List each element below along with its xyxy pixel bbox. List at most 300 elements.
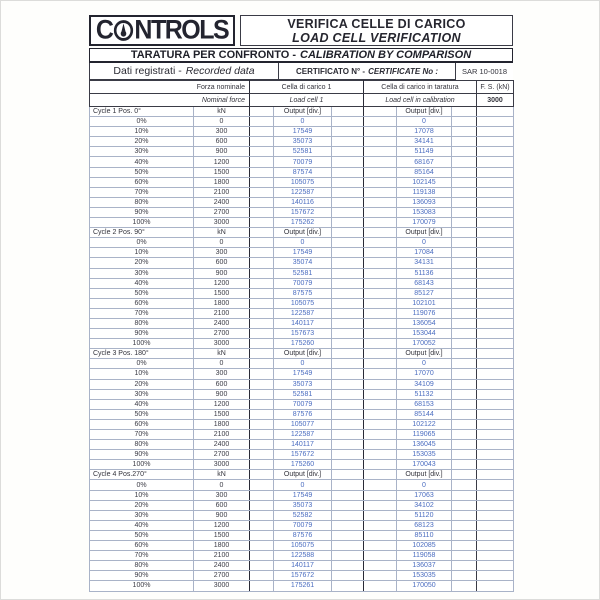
- spacer-cell: [250, 278, 274, 288]
- calibration-banner: [89, 48, 513, 63]
- spacer-cell: [250, 460, 274, 470]
- spacer-cell: [477, 167, 514, 177]
- force-kn: 2700: [194, 329, 250, 339]
- load-percent: 80%: [90, 561, 194, 571]
- spacer-cell: [452, 359, 477, 369]
- data-row: [90, 218, 514, 228]
- data-row: [90, 127, 514, 137]
- force-kn: 2400: [194, 318, 250, 328]
- force-kn: 1800: [194, 177, 250, 187]
- force-kn: 1200: [194, 278, 250, 288]
- cycle-header-row: [90, 228, 514, 238]
- force-kn: 1500: [194, 288, 250, 298]
- calibration-table: [89, 80, 514, 592]
- spacer-cell: [332, 177, 364, 187]
- spacer-cell: [250, 510, 274, 520]
- reference-output-value: 122587: [274, 430, 332, 440]
- spacer-cell: [452, 430, 477, 440]
- spacer-cell: [250, 490, 274, 500]
- calibrated-output-value: 0: [397, 238, 452, 248]
- calibrated-output-value: 102145: [397, 177, 452, 187]
- spacer-cell: [477, 369, 514, 379]
- spacer-cell: [332, 107, 364, 117]
- spacer-cell: [364, 218, 397, 228]
- spacer-cell: [477, 480, 514, 490]
- spacer-cell: [250, 339, 274, 349]
- output-div-label: Output [div.]: [274, 107, 332, 117]
- force-kn: 0: [194, 238, 250, 248]
- spacer-cell: [332, 581, 364, 591]
- force-kn: 1800: [194, 419, 250, 429]
- load-percent: 10%: [90, 248, 194, 258]
- calibrated-output-value: 51149: [397, 147, 452, 157]
- banner-italian: TARATURA PER CONFRONTO -: [130, 49, 297, 61]
- load-percent: 60%: [90, 298, 194, 308]
- spacer-cell: [477, 450, 514, 460]
- reference-output-value: 175262: [274, 218, 332, 228]
- spacer-cell: [452, 389, 477, 399]
- spacer-cell: [250, 369, 274, 379]
- load-percent: 60%: [90, 419, 194, 429]
- force-kn: 2700: [194, 571, 250, 581]
- data-row: [90, 268, 514, 278]
- calibrated-output-value: 51120: [397, 510, 452, 520]
- data-row: [90, 278, 514, 288]
- spacer-cell: [452, 369, 477, 379]
- reference-output-value: 0: [274, 238, 332, 248]
- force-kn: 3000: [194, 460, 250, 470]
- calibrated-output-value: 51136: [397, 268, 452, 278]
- spacer-cell: [250, 409, 274, 419]
- spacer-cell: [477, 551, 514, 561]
- spacer-cell: [332, 308, 364, 318]
- spacer-cell: [250, 571, 274, 581]
- load-percent: 0%: [90, 238, 194, 248]
- reference-output-value: 122587: [274, 308, 332, 318]
- spacer-cell: [477, 268, 514, 278]
- calibrated-output-value: 0: [397, 117, 452, 127]
- spacer-cell: [477, 248, 514, 258]
- load-percent: 30%: [90, 268, 194, 278]
- spacer-cell: [332, 187, 364, 197]
- spacer-cell: [452, 167, 477, 177]
- force-kn: 900: [194, 389, 250, 399]
- spacer-cell: [452, 561, 477, 571]
- spacer-cell: [250, 520, 274, 530]
- spacer-cell: [364, 480, 397, 490]
- spacer-cell: [477, 520, 514, 530]
- cycle-header-row: [90, 107, 514, 117]
- spacer-cell: [477, 238, 514, 248]
- force-kn: 2100: [194, 187, 250, 197]
- output-div-label: Output [div.]: [274, 228, 332, 238]
- spacer-cell: [364, 339, 397, 349]
- fs-header-label: F. S. (kN): [477, 81, 514, 94]
- cycle-title: Cycle 3 Pos. 180°: [90, 349, 194, 359]
- spacer-cell: [364, 167, 397, 177]
- force-kn: 1500: [194, 409, 250, 419]
- spacer-cell: [250, 349, 274, 359]
- calibrated-output-value: 119058: [397, 551, 452, 561]
- certificate-document: [89, 15, 513, 592]
- spacer-cell: [250, 167, 274, 177]
- spacer-cell: [364, 409, 397, 419]
- calibrated-output-value: 17084: [397, 248, 452, 258]
- spacer-cell: [477, 541, 514, 551]
- data-row: [90, 551, 514, 561]
- spacer-cell: [332, 167, 364, 177]
- calibrated-output-value: 17078: [397, 127, 452, 137]
- force-kn: 2400: [194, 561, 250, 571]
- calibrated-output-value: 136037: [397, 561, 452, 571]
- force-kn: 0: [194, 480, 250, 490]
- spacer-cell: [250, 228, 274, 238]
- calibrated-output-value: 119076: [397, 308, 452, 318]
- spacer-cell: [250, 218, 274, 228]
- data-row: [90, 318, 514, 328]
- spacer-cell: [364, 207, 397, 217]
- data-row: [90, 238, 514, 248]
- reference-output-value: 140117: [274, 318, 332, 328]
- load-percent: 20%: [90, 258, 194, 268]
- spacer-cell: [332, 460, 364, 470]
- spacer-cell: [477, 510, 514, 520]
- spacer-cell: [250, 561, 274, 571]
- spacer-cell: [250, 308, 274, 318]
- spacer-cell: [452, 107, 477, 117]
- spacer-cell: [332, 137, 364, 147]
- force-kn: 1200: [194, 520, 250, 530]
- spacer-cell: [477, 581, 514, 591]
- unit-label: kN: [194, 228, 250, 238]
- spacer-cell: [250, 500, 274, 510]
- load-percent: 100%: [90, 339, 194, 349]
- calibrated-output-value: 0: [397, 359, 452, 369]
- load-percent: 80%: [90, 440, 194, 450]
- spacer-cell: [477, 379, 514, 389]
- data-row: [90, 329, 514, 339]
- gauge-dial-icon: [113, 19, 134, 42]
- spacer-cell: [364, 147, 397, 157]
- spacer-cell: [250, 541, 274, 551]
- spacer-cell: [250, 430, 274, 440]
- data-row: [90, 430, 514, 440]
- reference-output-value: 52581: [274, 147, 332, 157]
- spacer-cell: [452, 460, 477, 470]
- spacer-cell: [364, 530, 397, 540]
- unit-label: kN: [194, 470, 250, 480]
- force-kn: 3000: [194, 339, 250, 349]
- calibrated-output-value: 119138: [397, 187, 452, 197]
- output-div-label: Output [div.]: [397, 470, 452, 480]
- spacer-cell: [250, 197, 274, 207]
- reference-output-value: 140116: [274, 197, 332, 207]
- spacer-cell: [250, 298, 274, 308]
- spacer-cell: [452, 157, 477, 167]
- spacer-cell: [332, 520, 364, 530]
- data-row: [90, 167, 514, 177]
- calibration-table-body: [90, 107, 514, 592]
- spacer-cell: [452, 187, 477, 197]
- calibrated-output-value: 85144: [397, 409, 452, 419]
- reference-output-value: 157673: [274, 329, 332, 339]
- load-percent: 50%: [90, 288, 194, 298]
- fs-value: 3000: [477, 94, 514, 107]
- spacer-cell: [364, 258, 397, 268]
- spacer-cell: [332, 389, 364, 399]
- load-percent: 70%: [90, 430, 194, 440]
- data-row: [90, 440, 514, 450]
- spacer-cell: [452, 339, 477, 349]
- reference-output-value: 0: [274, 117, 332, 127]
- spacer-cell: [477, 177, 514, 187]
- data-row: [90, 450, 514, 460]
- spacer-cell: [364, 399, 397, 409]
- load-percent: 30%: [90, 510, 194, 520]
- data-row: [90, 248, 514, 258]
- spacer-cell: [452, 581, 477, 591]
- calibrated-output-value: 51132: [397, 389, 452, 399]
- spacer-cell: [477, 561, 514, 571]
- spacer-cell: [364, 228, 397, 238]
- force-kn: 900: [194, 268, 250, 278]
- spacer-cell: [332, 530, 364, 540]
- spacer-cell: [452, 228, 477, 238]
- spacer-cell: [332, 369, 364, 379]
- reference-output-value: 175260: [274, 460, 332, 470]
- spacer-cell: [452, 137, 477, 147]
- document-title-box: [240, 15, 513, 46]
- spacer-cell: [452, 298, 477, 308]
- force-kn: 300: [194, 369, 250, 379]
- load-percent: 90%: [90, 571, 194, 581]
- calibrated-output-value: 153035: [397, 571, 452, 581]
- spacer-cell: [332, 207, 364, 217]
- spacer-cell: [364, 248, 397, 258]
- loadcell-cal-header-en: Load cell in calibration: [364, 94, 477, 107]
- calibrated-output-value: 153083: [397, 207, 452, 217]
- load-percent: 70%: [90, 187, 194, 197]
- force-kn: 3000: [194, 218, 250, 228]
- spacer-cell: [250, 329, 274, 339]
- spacer-cell: [477, 349, 514, 359]
- force-kn: 1800: [194, 298, 250, 308]
- recorded-data-label: Dati registrati - Recorded data: [89, 63, 279, 80]
- load-percent: 20%: [90, 500, 194, 510]
- load-percent: 90%: [90, 207, 194, 217]
- reference-output-value: 122587: [274, 187, 332, 197]
- reference-output-value: 70079: [274, 157, 332, 167]
- spacer-cell: [332, 359, 364, 369]
- reference-output-value: 52581: [274, 268, 332, 278]
- data-row: [90, 541, 514, 551]
- spacer-cell: [364, 440, 397, 450]
- spacer-cell: [364, 520, 397, 530]
- calibrated-output-value: 136093: [397, 197, 452, 207]
- calibrated-output-value: 170050: [397, 581, 452, 591]
- load-percent: 50%: [90, 409, 194, 419]
- spacer-cell: [452, 207, 477, 217]
- spacer-cell: [452, 288, 477, 298]
- reference-output-value: 175261: [274, 581, 332, 591]
- data-row: [90, 339, 514, 349]
- calibrated-output-value: 85164: [397, 167, 452, 177]
- spacer-cell: [477, 318, 514, 328]
- spacer-cell: [250, 480, 274, 490]
- spacer-cell: [364, 298, 397, 308]
- data-row: [90, 258, 514, 268]
- data-row: [90, 298, 514, 308]
- force-kn: 2700: [194, 450, 250, 460]
- data-row: [90, 571, 514, 581]
- spacer-cell: [452, 500, 477, 510]
- load-percent: 90%: [90, 450, 194, 460]
- load-percent: 40%: [90, 157, 194, 167]
- reference-output-value: 0: [274, 359, 332, 369]
- data-row: [90, 500, 514, 510]
- load-percent: 80%: [90, 318, 194, 328]
- calibrated-output-value: 34102: [397, 500, 452, 510]
- spacer-cell: [452, 238, 477, 248]
- spacer-cell: [250, 258, 274, 268]
- spacer-cell: [452, 480, 477, 490]
- load-percent: 40%: [90, 278, 194, 288]
- spacer-cell: [452, 349, 477, 359]
- spacer-cell: [477, 409, 514, 419]
- spacer-cell: [332, 218, 364, 228]
- reference-output-value: 35073: [274, 500, 332, 510]
- spacer-cell: [452, 440, 477, 450]
- reference-output-value: 17549: [274, 127, 332, 137]
- spacer-cell: [452, 127, 477, 137]
- spacer-cell: [250, 530, 274, 540]
- data-row: [90, 197, 514, 207]
- spacer-cell: [332, 147, 364, 157]
- cycle-title: Cycle 4 Pos.270°: [90, 470, 194, 480]
- spacer-cell: [452, 541, 477, 551]
- spacer-cell: [477, 127, 514, 137]
- load-percent: 10%: [90, 127, 194, 137]
- force-kn: 0: [194, 359, 250, 369]
- spacer-cell: [332, 541, 364, 551]
- spacer-cell: [364, 187, 397, 197]
- force-kn: 1500: [194, 530, 250, 540]
- calibrated-output-value: 85127: [397, 288, 452, 298]
- spacer-cell: [364, 450, 397, 460]
- table-column-headers: [90, 81, 514, 107]
- calibrated-output-value: 153044: [397, 329, 452, 339]
- spacer-cell: [452, 379, 477, 389]
- calibrated-output-value: 119065: [397, 430, 452, 440]
- spacer-cell: [332, 450, 364, 460]
- load-percent: 10%: [90, 369, 194, 379]
- spacer-cell: [332, 329, 364, 339]
- banner-english: CALIBRATION BY COMPARISON: [300, 49, 472, 61]
- force-kn: 2400: [194, 197, 250, 207]
- reference-output-value: 87576: [274, 409, 332, 419]
- reference-output-value: 52582: [274, 510, 332, 520]
- spacer-cell: [477, 329, 514, 339]
- calibrated-output-value: 34109: [397, 379, 452, 389]
- recorded-data-row: [89, 63, 513, 80]
- spacer-cell: [332, 298, 364, 308]
- spacer-cell: [364, 107, 397, 117]
- logo-letter-c: C: [95, 14, 113, 46]
- data-row: [90, 308, 514, 318]
- spacer-cell: [477, 571, 514, 581]
- calibrated-output-value: 153035: [397, 450, 452, 460]
- reference-output-value: 17549: [274, 369, 332, 379]
- spacer-cell: [332, 127, 364, 137]
- spacer-cell: [250, 470, 274, 480]
- spacer-cell: [452, 329, 477, 339]
- force-kn: 600: [194, 379, 250, 389]
- output-div-label: Output [div.]: [274, 349, 332, 359]
- spacer-cell: [364, 369, 397, 379]
- spacer-cell: [250, 207, 274, 217]
- loadcell1-header-en: Load cell 1: [250, 94, 364, 107]
- spacer-cell: [250, 318, 274, 328]
- spacer-cell: [364, 127, 397, 137]
- spacer-cell: [250, 389, 274, 399]
- load-percent: 10%: [90, 490, 194, 500]
- output-div-label: Output [div.]: [397, 349, 452, 359]
- spacer-cell: [477, 530, 514, 540]
- load-percent: 0%: [90, 480, 194, 490]
- spacer-cell: [364, 430, 397, 440]
- spacer-cell: [250, 379, 274, 389]
- spacer-cell: [250, 157, 274, 167]
- reference-output-value: 122588: [274, 551, 332, 561]
- force-kn: 600: [194, 500, 250, 510]
- spacer-cell: [250, 288, 274, 298]
- spacer-cell: [332, 117, 364, 127]
- spacer-cell: [477, 147, 514, 157]
- spacer-cell: [250, 450, 274, 460]
- force-header-en: Nominal force: [90, 94, 250, 107]
- spacer-cell: [477, 339, 514, 349]
- spacer-cell: [250, 268, 274, 278]
- spacer-cell: [250, 551, 274, 561]
- spacer-cell: [364, 318, 397, 328]
- spacer-cell: [477, 278, 514, 288]
- spacer-cell: [452, 218, 477, 228]
- spacer-cell: [452, 177, 477, 187]
- unit-label: kN: [194, 107, 250, 117]
- spacer-cell: [364, 389, 397, 399]
- loadcell1-header-it: Cella di carico 1: [250, 81, 364, 94]
- reference-output-value: 87574: [274, 167, 332, 177]
- data-row: [90, 177, 514, 187]
- spacer-cell: [477, 430, 514, 440]
- data-row: [90, 187, 514, 197]
- spacer-cell: [332, 551, 364, 561]
- data-row: [90, 288, 514, 298]
- data-row: [90, 137, 514, 147]
- spacer-cell: [477, 419, 514, 429]
- force-kn: 300: [194, 490, 250, 500]
- data-row: [90, 359, 514, 369]
- reference-output-value: 157672: [274, 571, 332, 581]
- calibrated-output-value: 17070: [397, 369, 452, 379]
- spacer-cell: [250, 147, 274, 157]
- spacer-cell: [452, 510, 477, 520]
- spacer-cell: [332, 571, 364, 581]
- reference-output-value: 87576: [274, 530, 332, 540]
- reference-output-value: 105075: [274, 541, 332, 551]
- reference-output-value: 105075: [274, 177, 332, 187]
- load-percent: 50%: [90, 530, 194, 540]
